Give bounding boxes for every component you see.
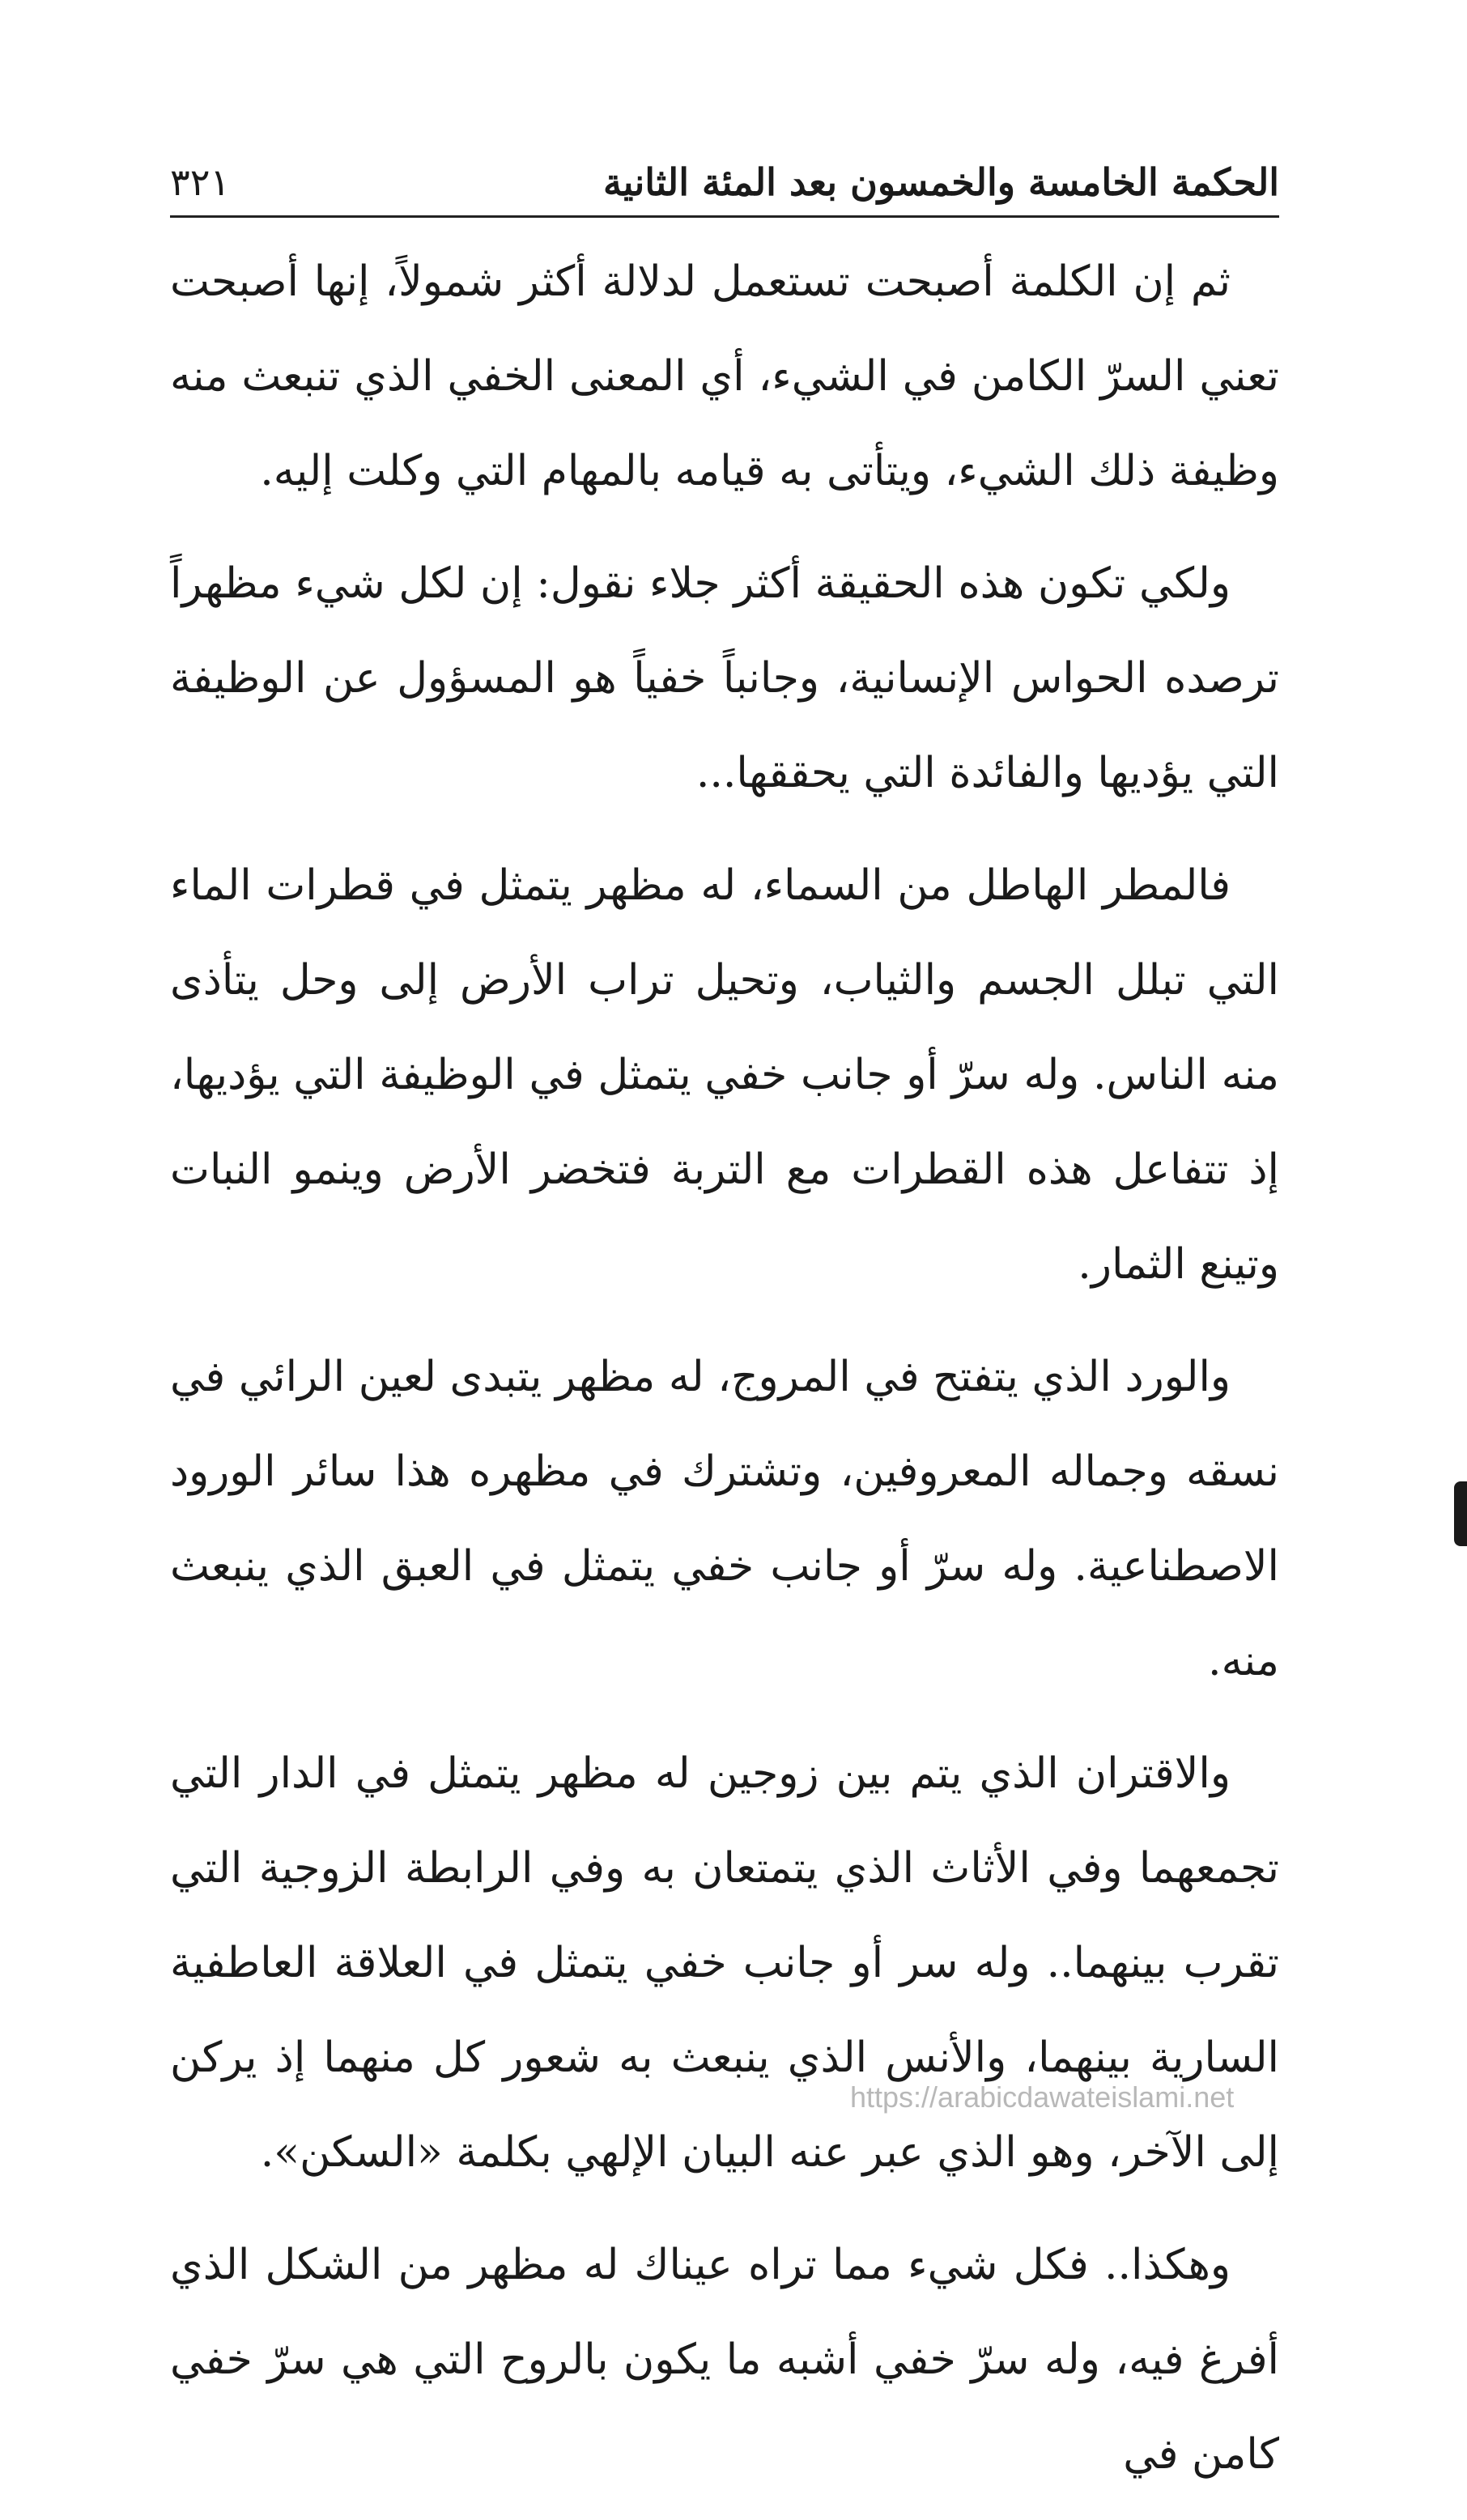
paragraph-5: والاقتران الذي يتم بين زوجين له مظهر يتمثل في الدار التي تجمعهما وفي الأثاث الذي يتمتعان به وفي الرابطة الزوجية التي تقرب بينهما.. وله سر أو جانب خفي يتمثل في العلاقة العاطفية السارية بينهما، والأنس الذي ينبعث به شعور كل منهما إذ يركن إلى الآخر، وهو الذي عبر عنه البيان الإلهي بكلمة «السكن». (170, 1749, 1279, 2177)
paragraph-3: فالمطر الهاطل من السماء، له مظهر يتمثل في قطرات الماء التي تبلل الجسم والثياب، وتحيل تراب الأرض إلى وحل يتأذى منه الناس. وله سرّ أو جانب خفي يتمثل في الوظيفة التي يؤديها، إذ تتفاعل هذه القطرات مع التربة فتخضر الأرض وينمو النبات وتينع الثمار. (170, 861, 1280, 1289)
page-body (170, 235, 1279, 2520)
page-number: ٣٢١ (170, 160, 231, 204)
paragraph-2: ولكي تكون هذه الحقيقة أكثر جلاء نقول: إن لكل شيء مظهراً ترصده الحواس الإنسانية، وجانباً خفياً هو المسؤول عن الوظيفة التي يؤديها والفائدة التي يحققها... (170, 559, 1279, 797)
header-divider (170, 215, 1279, 218)
paragraph-1: ثم إن الكلمة أصبحت تستعمل لدلالة أكثر شمولاً، إنها أصبحت تعني السرّ الكامن في الشيء، أي المعنى الخفي الذي تنبعث منه وظيفة ذلك الشيء، ويتأتى به قيامه بالمهام التي وكلت إليه. (170, 257, 1279, 495)
paragraph-4: والورد الذي يتفتح في المروج، له مظهر يتبدى لعين الرائي في نسقه وجماله المعروفين، وتشترك في مظهره هذا سائر الورود الاصطناعية. وله سرّ أو جانب خفي يتمثل في العبق الذي ينبعث منه. (170, 1353, 1279, 1685)
page-edge-tab-mark (1454, 1481, 1467, 1546)
source-watermark: https://arabicdawateislami.net (850, 2080, 1235, 2114)
page-header (170, 150, 1279, 215)
running-title: الحكمة الخامسة والخمسون بعد المئة الثانية (602, 160, 1279, 204)
paragraph-6: وهكذا.. فكل شيء مما تراه عيناك له مظهر من الشكل الذي أفرغ فيه، وله سرّ خفي أشبه ما يكون بالروح التي هي سرّ خفي كامن في (170, 2241, 1279, 2479)
